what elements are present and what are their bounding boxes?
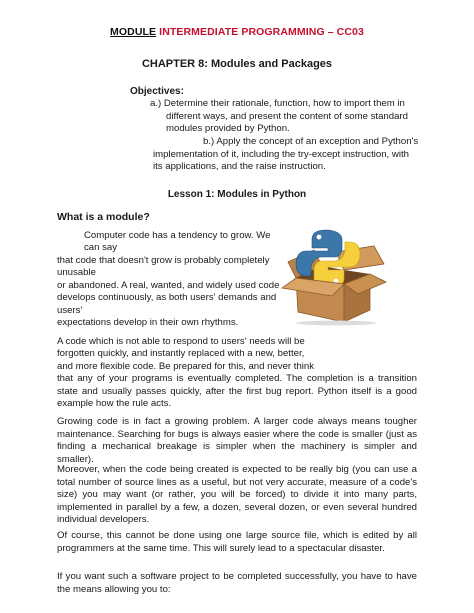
intro-line: unusable (57, 267, 96, 278)
objectives-heading: Objectives: (130, 86, 184, 97)
python-logo-in-box-illustration (274, 222, 390, 326)
module-header (0, 26, 474, 38)
paragraph-2-line: forgotten quickly, and instantly replaced with a new, better, (57, 348, 305, 359)
objective-a-line-2: different ways, and present the content of some standard (166, 111, 408, 122)
lesson-title: Lesson 1: Modules in Python (167, 189, 307, 200)
objective-b-line-1: b.) Apply the concept of an exception and Python's (203, 136, 419, 147)
section-heading: What is a module? (57, 211, 150, 223)
course-title: INTERMEDIATE PROGRAMMING – CC03 (156, 26, 364, 38)
objective-a-line-3: modules provided by Python. (166, 123, 290, 134)
intro-line: users' (57, 305, 83, 316)
paragraph-6: If you want such a software project to be completed successfully, you have to have the means allowing you to: (57, 571, 417, 595)
intro-line: Computer code has a tendency to grow. We (84, 230, 271, 241)
intro-line: develops continuously, as both users' demands and (57, 292, 277, 303)
intro-line: can say (84, 242, 118, 253)
intro-line: or abandoned. A real, wanted, and widely used code (57, 280, 280, 291)
paragraph-2-line: and more flexible code. Be prepared for this, and never think (57, 361, 315, 372)
objective-b-line-2: implementation of it, including the try-except instruction, with (153, 149, 409, 160)
paragraph-4: Moreover, when the code being created is expected to be really big (you can use a total number of source lines as a useful, but not very accurate, measure of a code's size) you may want (or rather, you will be forced) to divide it into many parts, implemented in parallel by a few, a dozen, several dozen, or even several hundred individual developers. (57, 464, 417, 525)
intro-line: expectations develop in their own rhythms. (57, 317, 239, 328)
objective-a-line-1: a.) Determine their rationale, function, how to import them in (150, 98, 405, 109)
objective-b-line-3: its applications, and the raise instruction. (153, 161, 326, 172)
module-tag: MODULE (110, 26, 157, 38)
paragraph-5: Of course, this cannot be done using one large source file, which is edited by all programmers at the same time. This will surely lead to a spectacular disaster. (57, 530, 417, 554)
intro-line: that code that doesn't grow is probably completely (57, 255, 270, 266)
paragraph-3: Growing code is in fact a growing problem. A larger code always means tougher maintenance. Searching for bugs is always easier where the code is smaller (just as finding a mechanical breakage is simpler when the machinery is simpler and smaller). (57, 416, 417, 465)
paragraph-2-line: A code which is not able to respond to users' needs will be (57, 336, 305, 347)
paragraph-2-continued: that any of your programs is eventually completed. The completion is a transition state and usually passes quickly, after the first bug report. Python itself is a good example how the rule acts. (57, 373, 417, 409)
chapter-title: CHAPTER 8: Modules and Packages (141, 58, 333, 70)
